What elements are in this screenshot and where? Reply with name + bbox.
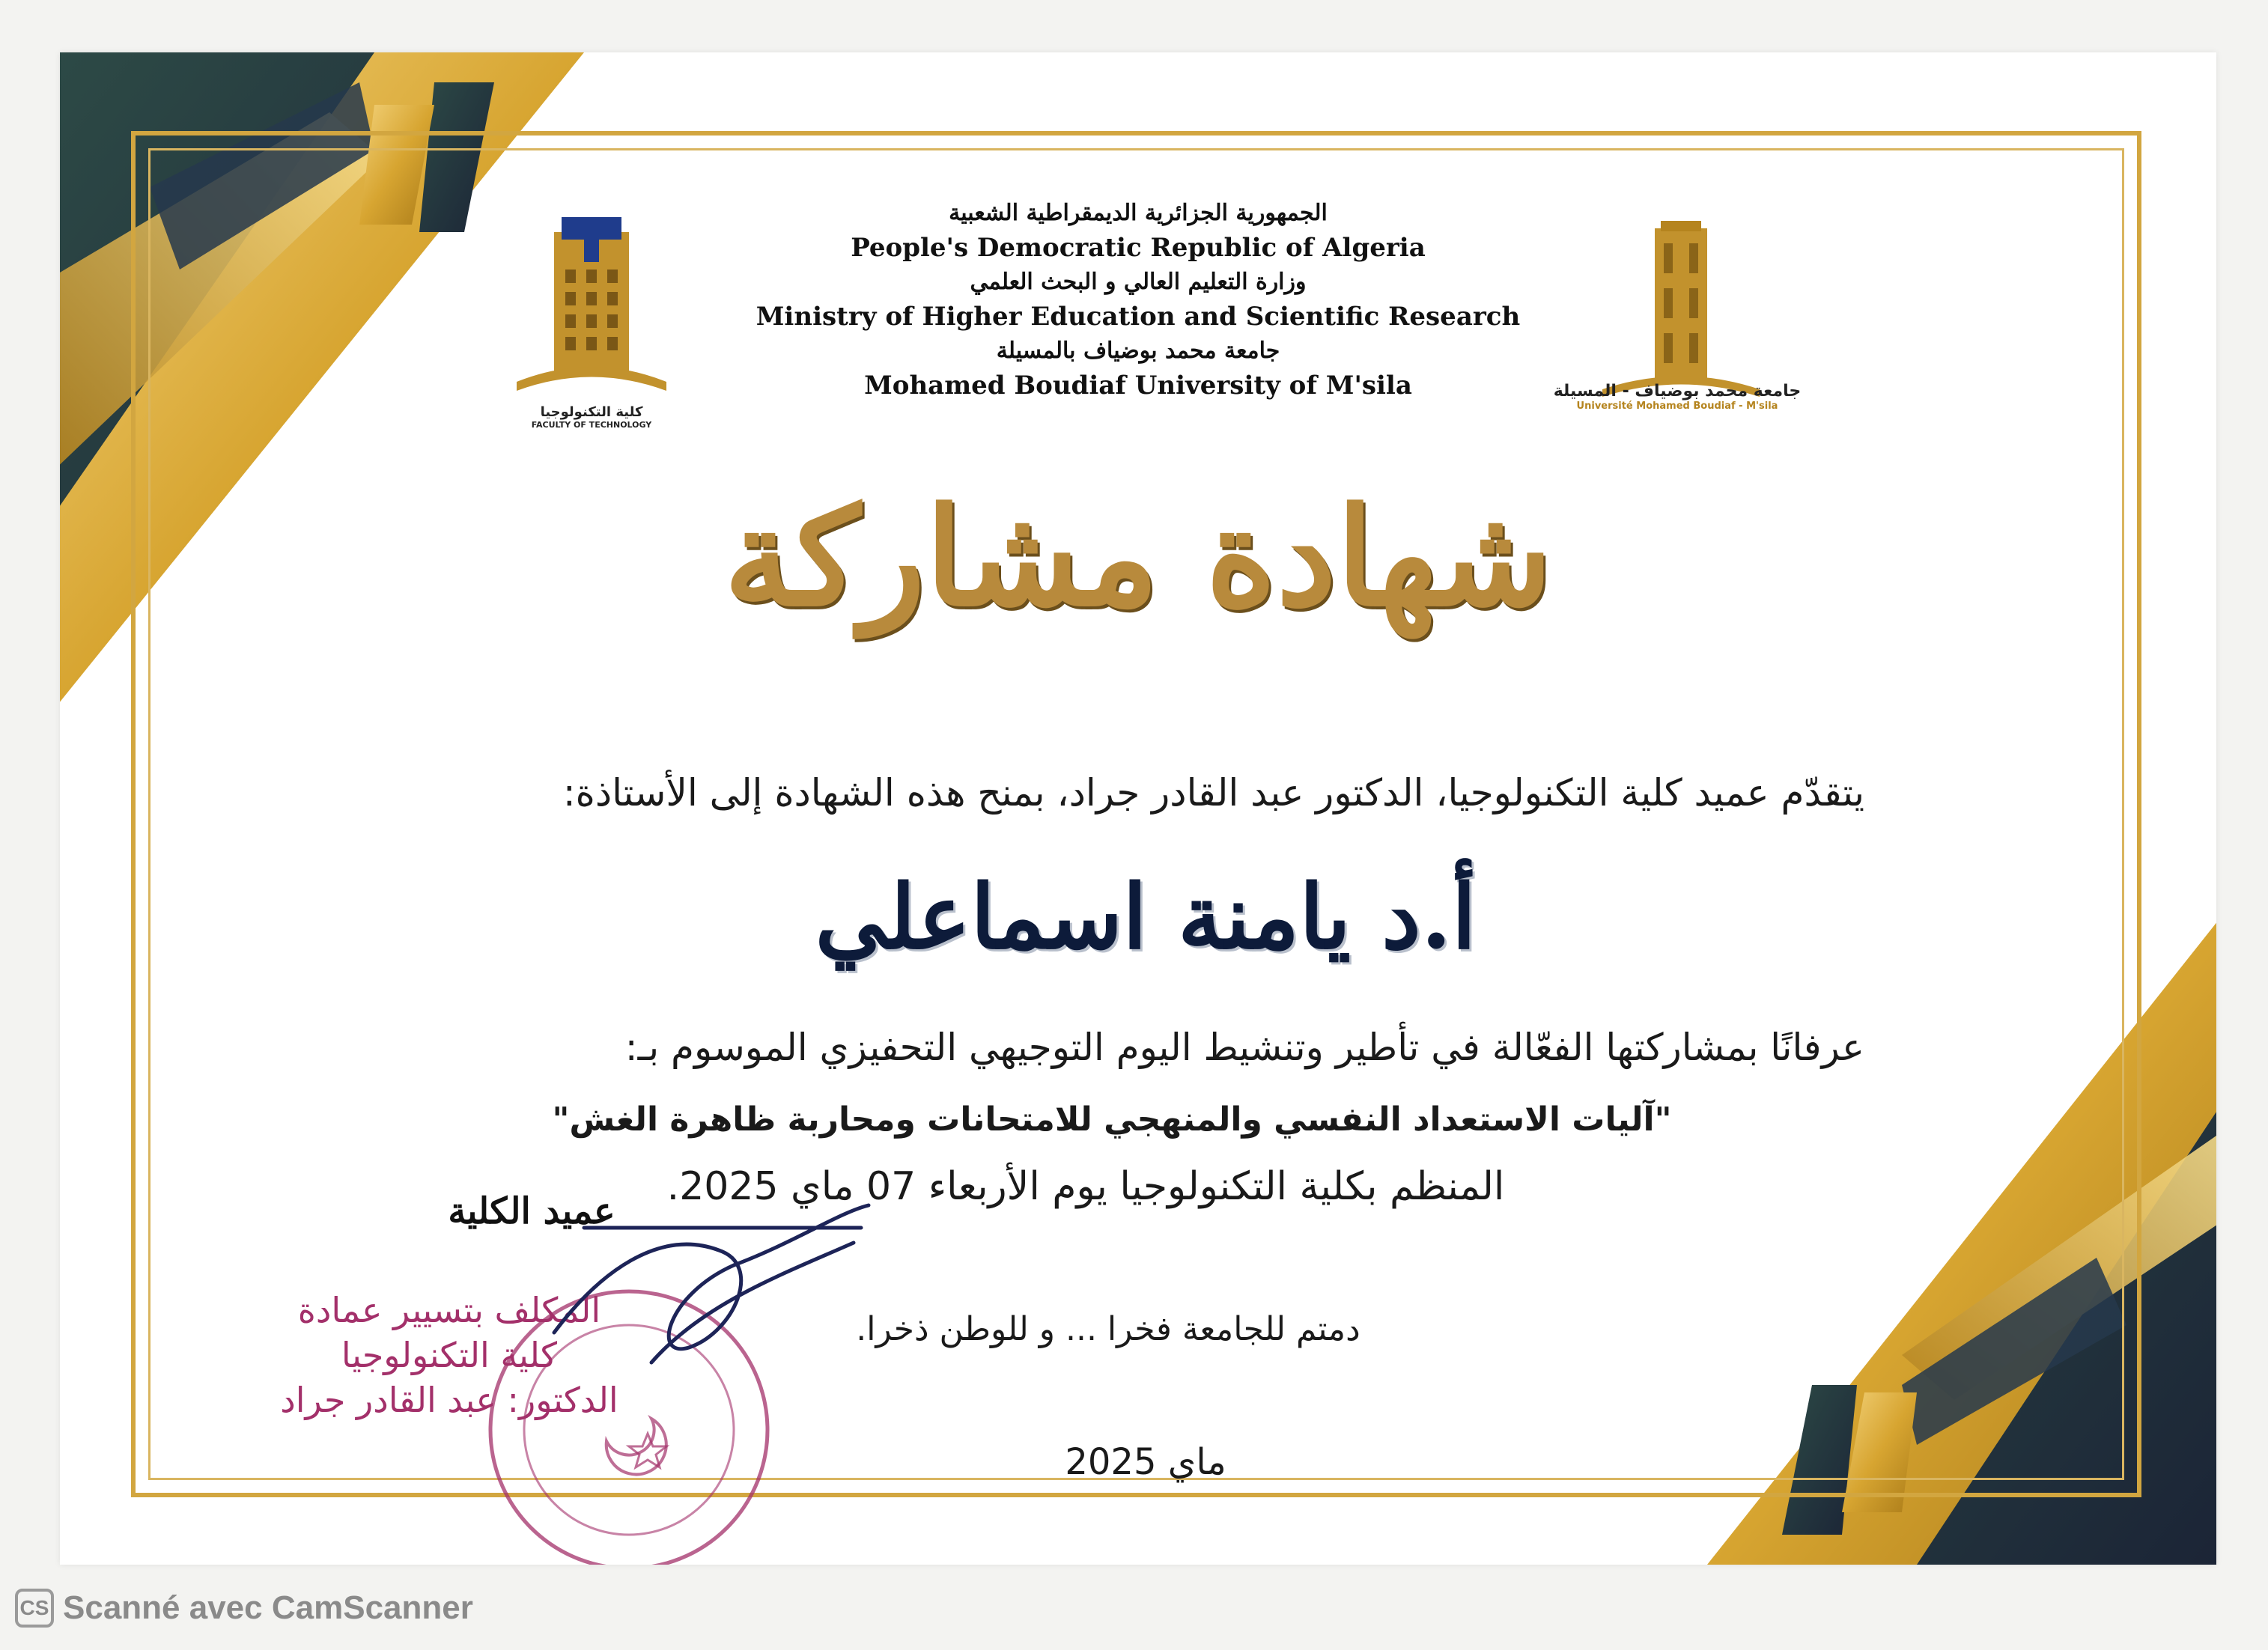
republic-ar: الجمهورية الجزائرية الديمقراطية الشعبية (949, 200, 1328, 226)
ministry-en: Ministry of Higher Education and Scientific Research (756, 302, 1521, 332)
university-logo-caption-fr: Université Mohamed Boudiaf - M'sila (1576, 401, 1778, 412)
stamp-line-2: كلية التكنولوجيا (341, 1335, 558, 1375)
official-header (734, 198, 1542, 405)
university-ar: جامعة محمد بوضياف بالمسيلة (996, 338, 1280, 364)
organized-text: المنظم بكلية التكنولوجيا يوم الأربعاء 07 ماي 2025. (666, 1164, 1505, 1209)
handwritten-signature (539, 1183, 884, 1407)
stamp-line-1: المكلف بتسيير عمادة (297, 1290, 601, 1330)
camscanner-icon: CS (15, 1589, 54, 1628)
closing-wishes: دمتم للجامعة فخرا ... و للوطن ذخرا. (856, 1310, 1361, 1348)
event-title: "آليات الاستعداد النفسي والمنهجي للامتحانات ومحاربة ظاهرة الغش" (552, 1100, 1672, 1139)
intro-text: يتقدّم عميد كلية التكنولوجيا، الدكتور عبد القادر جراد، بمنح هذه الشهادة إلى الأستاذة: (562, 771, 1864, 815)
certificate-date: ماي 2025 (1065, 1441, 1226, 1483)
recognition-text: عرفانًا بمشاركتها الفعّالة في تأطير وتنشيط اليوم التوجيهي التحفيزي الموسوم بـ: (624, 1026, 1864, 1069)
certificate-title: شهادة مشاركة (723, 478, 1553, 636)
ministry-ar: وزارة التعليم العالي و البحث العلمي (970, 269, 1307, 295)
stamp-line-3: الدكتور: عبد القادر جراد (280, 1380, 618, 1420)
certificate-page (60, 52, 2216, 1565)
faculty-logo-caption-ar: كلية التكنولوجيا (540, 404, 643, 420)
university-en: Mohamed Boudiaf University of M'sila (864, 371, 1412, 401)
scanner-label: Scanné avec CamScanner (63, 1589, 473, 1626)
dean-label: عميد الكلية (448, 1190, 615, 1232)
university-logo-caption-ar: جامعة محمد بوضياف - المسيلة (1553, 382, 1802, 401)
faculty-logo-caption-en: FACULTY OF TECHNOLOGY (531, 420, 652, 430)
recipient-name: أ.د يامنة اسماعلي (815, 865, 1477, 969)
scanner-watermark (15, 1586, 473, 1631)
faculty-of-technology-logo (509, 202, 674, 419)
republic-en: People's Democratic Republic of Algeria (851, 233, 1426, 263)
